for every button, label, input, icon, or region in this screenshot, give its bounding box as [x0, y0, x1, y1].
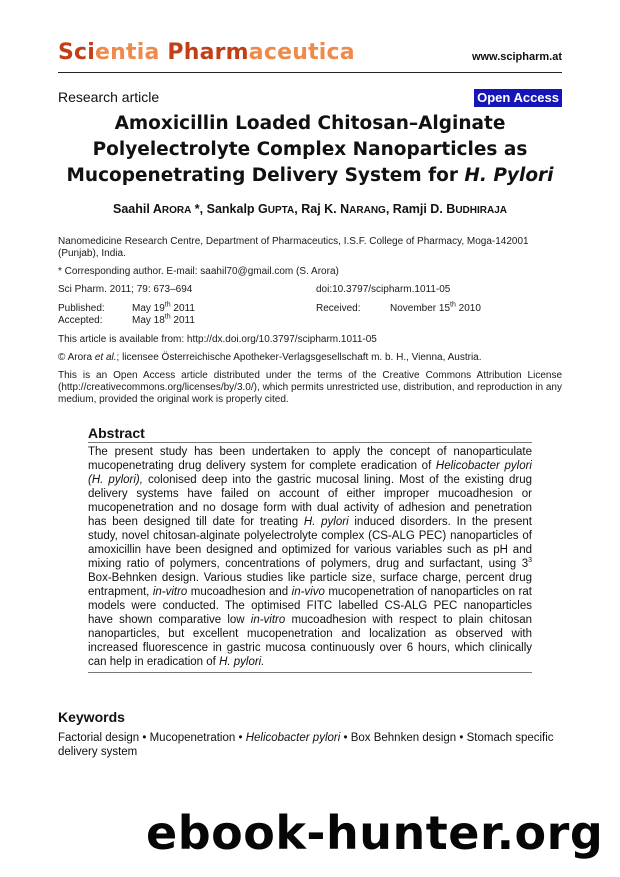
date-year: 2011	[170, 315, 195, 326]
abstract-text: Box-Behnken design. Various studies like particle size, surface charge, percent drug entrapment,	[88, 572, 532, 598]
abstract-top-rule	[88, 442, 532, 443]
abstract-italic: in-vitro	[250, 614, 286, 626]
title-line: Polyelectrolyte Complex Nanoparticles as	[92, 139, 528, 160]
title-line: Amoxicillin Loaded Chitosan–Alginate	[114, 113, 506, 134]
date-year: 2011	[170, 303, 195, 314]
keywords-text: Factorial design • Mucopenetration •	[58, 732, 246, 744]
accepted-date	[132, 315, 195, 327]
abstract-heading: Abstract	[88, 425, 145, 441]
journal-website: www.scipharm.at	[471, 51, 562, 63]
corresponding-author: * Corresponding author. E-mail: saahil70@gmail.com (S. Arora)	[58, 266, 339, 277]
keywords-list	[58, 731, 562, 759]
copyright-text: ; licensee Österreichische Apotheker-Verlagsgesellschaft m. b. H., Vienna, Austria.	[116, 352, 482, 363]
journal-name-part: Sci	[58, 40, 96, 65]
accepted-label: Accepted:	[58, 315, 103, 326]
author-family-initial: A	[152, 202, 162, 216]
copyright-text: © Arora	[58, 352, 95, 363]
author	[113, 202, 207, 216]
watermark: ebook-hunter.org	[146, 806, 604, 860]
abstract-italic: H. pylori.	[219, 656, 265, 668]
date-ordinal: th	[164, 301, 171, 309]
author-family-rest: UPTA	[267, 205, 295, 216]
article-title	[40, 111, 580, 189]
abstract-italic: in-vivo	[291, 586, 325, 598]
published-date	[132, 303, 195, 315]
date-text: May 19	[132, 303, 165, 314]
journal-name-part: aceutica	[248, 40, 355, 65]
date-ordinal: th	[450, 301, 456, 309]
author-given-name: Sankalp	[206, 202, 255, 216]
journal-masthead	[58, 40, 562, 70]
journal-name-part: Pharm	[159, 40, 249, 65]
abstract-bottom-rule	[88, 672, 532, 673]
author-given-name: Ramji D.	[392, 202, 443, 216]
article-type: Research article	[58, 89, 160, 105]
author-separator: *,	[191, 202, 207, 216]
abstract-text: The present study has been undertaken to apply the concept of nanoparticulate mucopenetrating drug delivery system for complete eradication of	[88, 446, 532, 472]
keywords-section	[58, 709, 562, 759]
abstract-superscript: 3	[528, 557, 532, 565]
journal-name	[58, 40, 355, 65]
doi: doi:10.3797/scipharm.1011-05	[316, 284, 451, 295]
copyright-line	[58, 352, 562, 364]
author-given-name: Raj K.	[301, 202, 337, 216]
author-family-rest: ARANG	[349, 205, 386, 216]
copyright-italic: et al.	[94, 352, 117, 363]
abstract-italic: in-vitro	[152, 586, 188, 598]
keywords-text: • Box Behnken design • Stomach specific delivery system	[58, 732, 554, 758]
open-access-badge: Open Access	[474, 89, 562, 107]
title-italic: H. Pylori	[464, 165, 554, 186]
author	[301, 202, 393, 216]
journal-name-part: entia	[95, 40, 160, 65]
date-text: May 18	[132, 315, 165, 326]
received-date	[390, 303, 481, 315]
author-separator: ,	[294, 202, 302, 216]
author-separator: ,	[385, 202, 393, 216]
author-family-rest: RORA	[161, 205, 192, 216]
keywords-italic: Helicobacter pylori	[245, 732, 341, 744]
title-line	[40, 163, 580, 189]
header-divider	[58, 72, 562, 73]
date-text: November 15	[390, 303, 451, 314]
keywords-heading: Keywords	[58, 709, 125, 725]
published-label: Published:	[58, 303, 105, 314]
affiliation: Nanomedicine Research Centre, Department of Pharmaceutics, I.S.F. College of Pharmacy, Moga-142001 (Punjab), India.	[58, 236, 529, 259]
abstract-text: mucoadhesion and	[187, 586, 292, 598]
author-family-initial: G	[258, 202, 268, 216]
availability-statement: This article is available from: http://dx.doi.org/10.3797/scipharm.1011-05	[58, 334, 377, 345]
author-given-name: Saahil	[113, 202, 150, 216]
date-year: 2010	[455, 303, 481, 314]
author	[207, 202, 302, 216]
abstract-text: mucoadhesion with respect to plain chitosan nanoparticles, but excellent mucopenetration and localization as observed with increased fluorescence in gastric mucosa continuously over 6 hours, which clinically can help in eradication of	[88, 614, 532, 668]
abstract-italic: Helicobacter pylori (H. pylori),	[88, 460, 532, 486]
abstract-text: induced disorders. In the present study, novel chitosan-alginate polyelectrolyte complex (CS-ALG PEC) nanoparticles of amoxicillin have been designed and optimized for various variables such as pH and mixing ratio of polymers, concentrations of polymers, drug and surfactant, using 3	[88, 516, 532, 570]
abstract-text: colonised deep into the gastric mucosal lining. Most of the existing drug delivery systems have failed on account of either improper mucoadhesion or mucopenetration and no dosage form with dual activity of adhesion and penetration has been designed till date for treating	[88, 474, 532, 528]
abstract-italic: H. pylori	[303, 516, 349, 528]
received-label: Received:	[316, 303, 361, 314]
author	[393, 202, 507, 216]
citation: Sci Pharm. 2011; 79: 673–694	[58, 284, 193, 295]
abstract-text: mucopenetration of nanoparticles on rat models were conducted. The optimised FITC labelled CS-ALG PEC nanoparticles have shown comparative low	[88, 586, 532, 626]
author-family-initial: B	[446, 202, 456, 216]
abstract-section	[88, 425, 532, 673]
author-list	[40, 202, 580, 216]
license-statement: This is an Open Access article distributed under the terms of the Creative Commons Attribution License (http://creativecommons.org/licenses/by/3.0/), which permits unrestricted use, distribution, and reproduction in any medium, provided the original work is properly cited.	[58, 370, 562, 405]
date-ordinal: th	[164, 313, 171, 321]
author-family-initial: N	[340, 202, 350, 216]
author-family-rest: UDHIRAJA	[455, 205, 507, 216]
title-text: Mucopenetrating Delivery System for	[66, 165, 465, 186]
abstract-body	[88, 445, 532, 669]
